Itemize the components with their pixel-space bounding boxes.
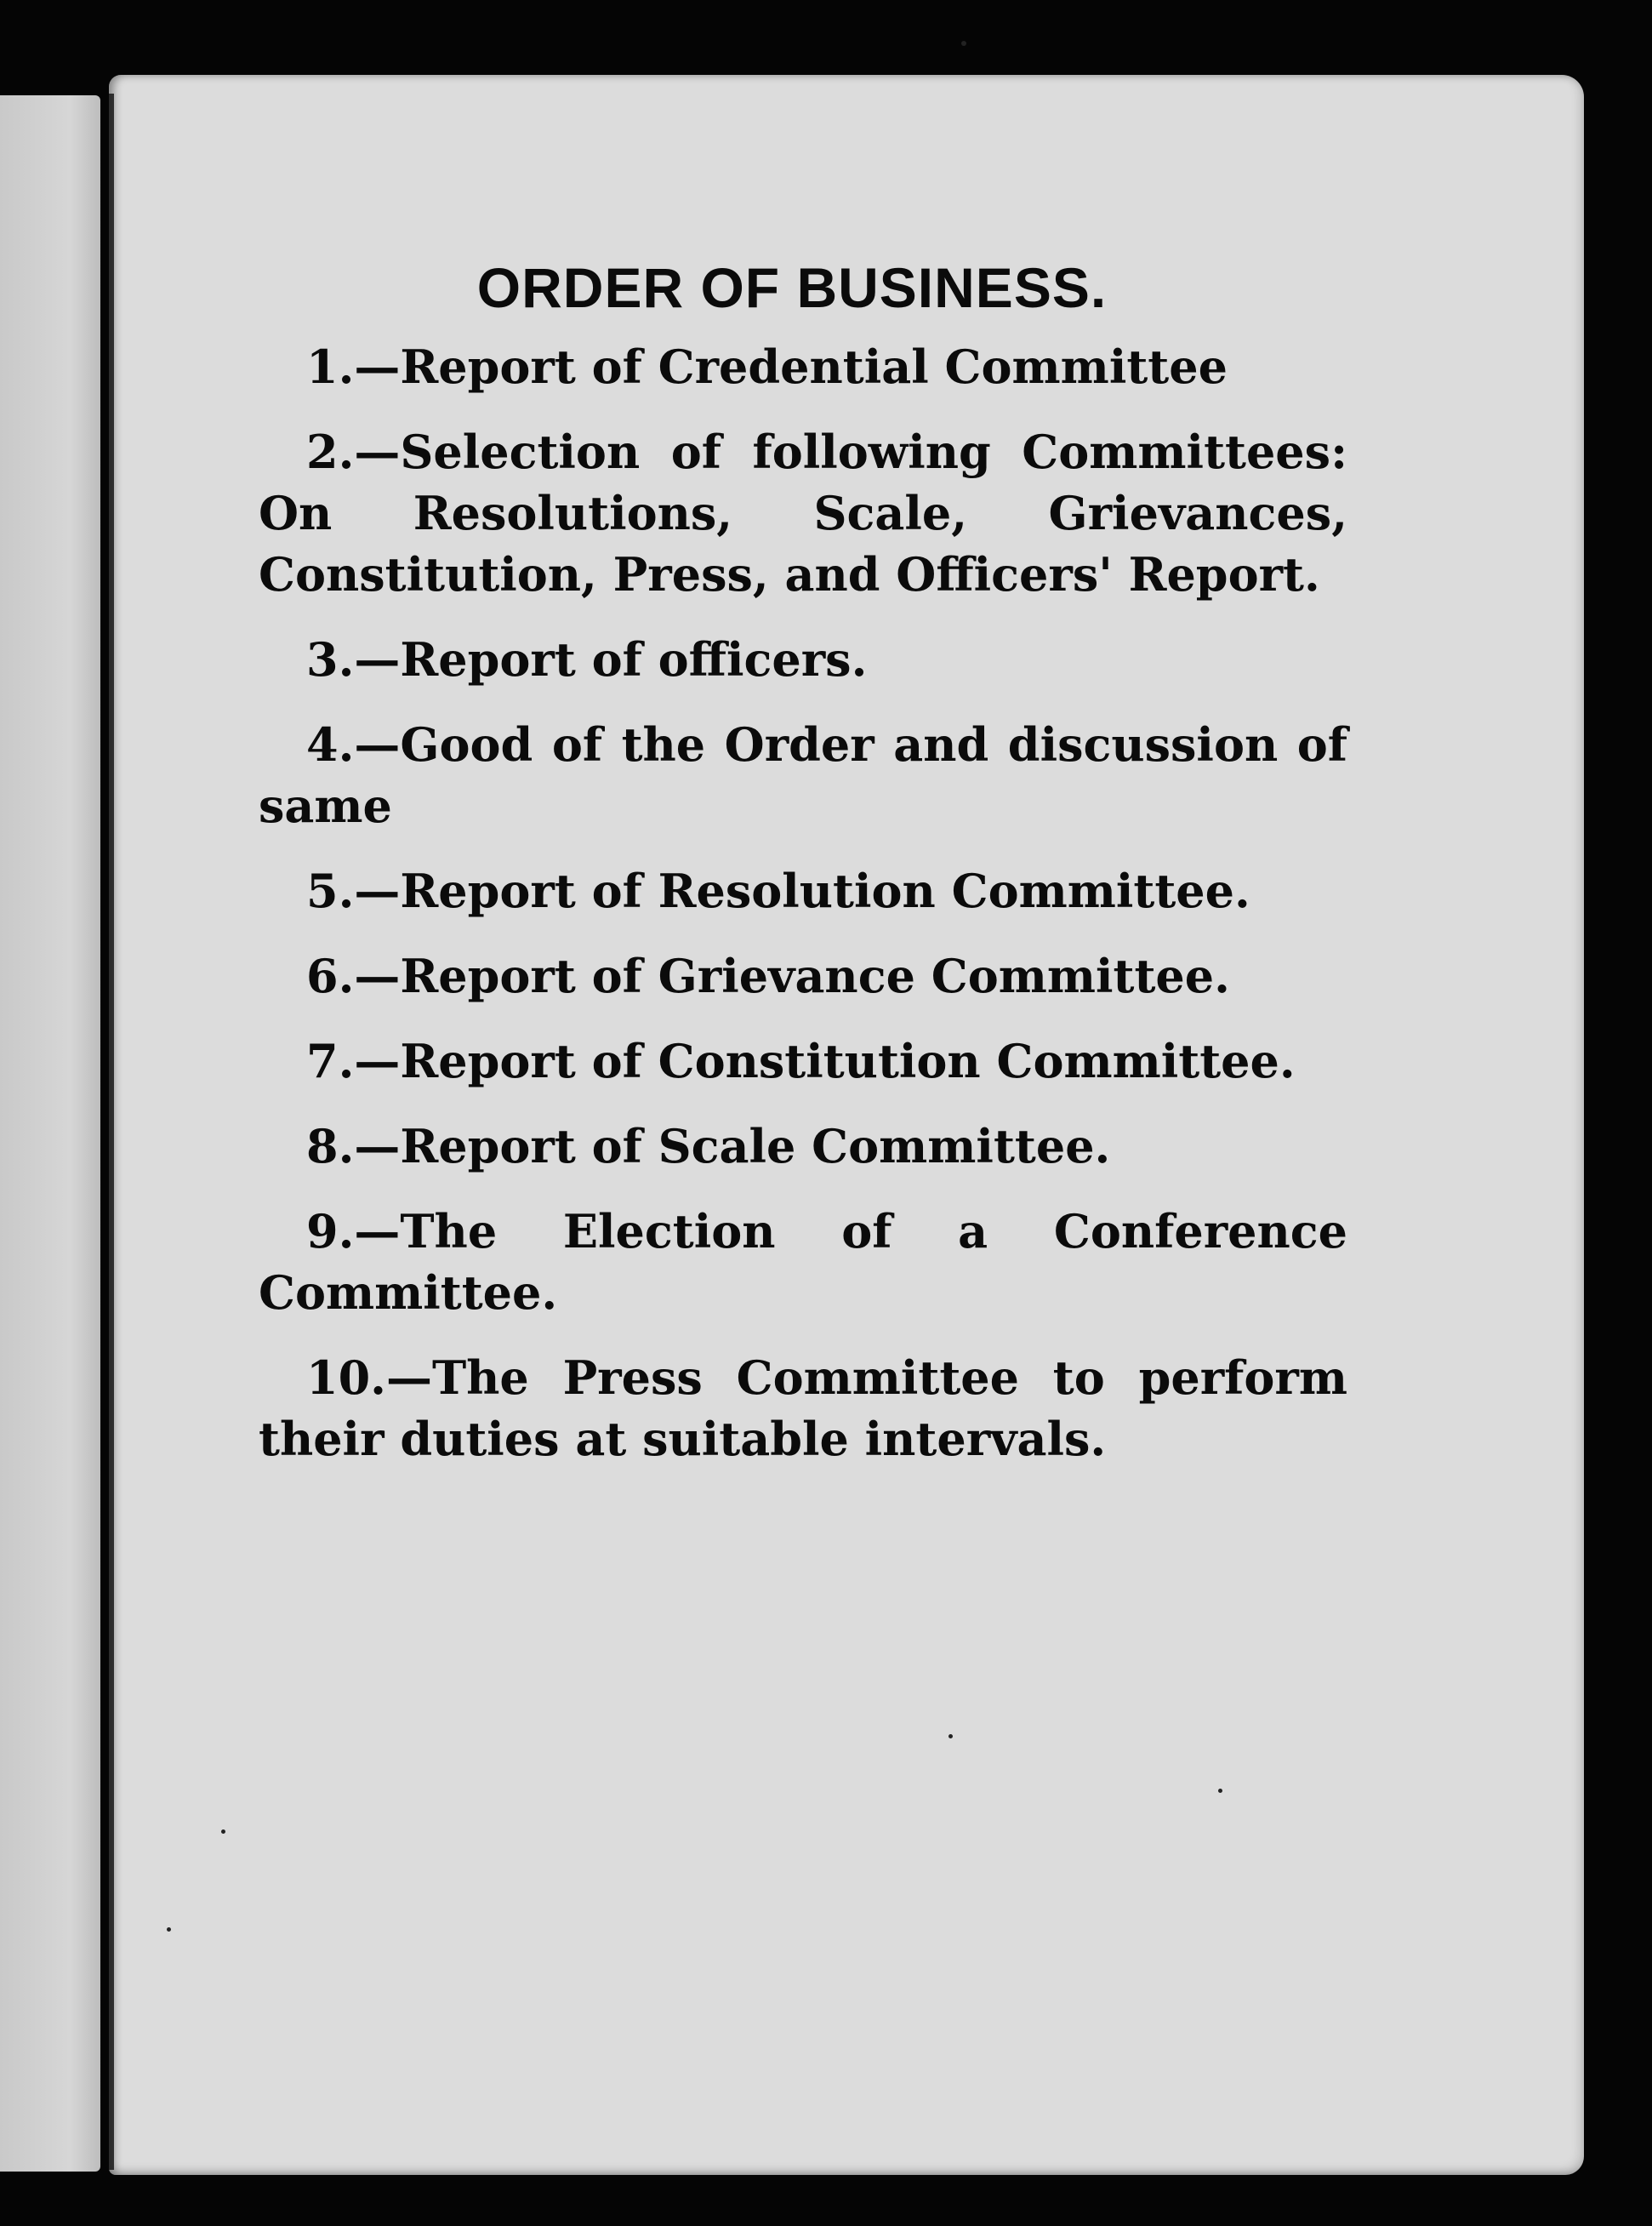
print-speck <box>167 1927 171 1932</box>
item-text: —The Election of a Conference Committee. <box>259 1204 1347 1320</box>
list-item <box>259 1030 1347 1092</box>
item-text: —Selection of following Committees: On Resolutions, Scale, Grievances, Constitution, Press, and Officers' Report. <box>259 425 1347 602</box>
item-text: —Report of Constitution Committee. <box>354 1034 1296 1088</box>
item-number: 6. <box>306 949 355 1003</box>
item-number: 2. <box>306 425 355 479</box>
item-number: 5. <box>306 864 355 918</box>
item-number: 8. <box>306 1119 355 1173</box>
item-text: —Good of the Order and discussion of same <box>259 717 1347 833</box>
list-item <box>259 945 1347 1007</box>
item-number: 7. <box>306 1034 355 1088</box>
print-speck <box>1218 1789 1222 1793</box>
list-item <box>259 714 1347 836</box>
item-number: 3. <box>306 632 355 687</box>
item-number: 10. <box>306 1350 386 1405</box>
list-item <box>259 336 1347 397</box>
adjacent-page-edge <box>0 95 100 2172</box>
list-item <box>259 421 1347 605</box>
item-number: 1. <box>306 340 355 394</box>
list-item <box>259 1347 1347 1470</box>
item-text: —Report of Scale Committee. <box>354 1119 1111 1173</box>
page-gutter <box>109 94 114 2170</box>
list-item <box>259 629 1347 690</box>
item-number: 4. <box>306 717 355 772</box>
item-text: —Report of Credential Committee <box>354 340 1228 394</box>
order-of-business-list <box>259 336 1347 1493</box>
print-speck <box>221 1829 225 1834</box>
item-text: —Report of Grievance Committee. <box>354 949 1230 1003</box>
print-speck <box>961 41 966 46</box>
item-text: —The Press Committee to perform their duties at suitable intervals. <box>259 1350 1347 1466</box>
list-item <box>259 1201 1347 1323</box>
item-text: —Report of officers. <box>354 632 868 687</box>
document-title: ORDER OF BUSINESS. <box>476 256 1108 319</box>
list-item <box>259 1116 1347 1177</box>
list-item <box>259 860 1347 922</box>
item-number: 9. <box>306 1204 355 1259</box>
print-speck <box>948 1734 953 1738</box>
item-text: —Report of Resolution Committee. <box>354 864 1250 918</box>
